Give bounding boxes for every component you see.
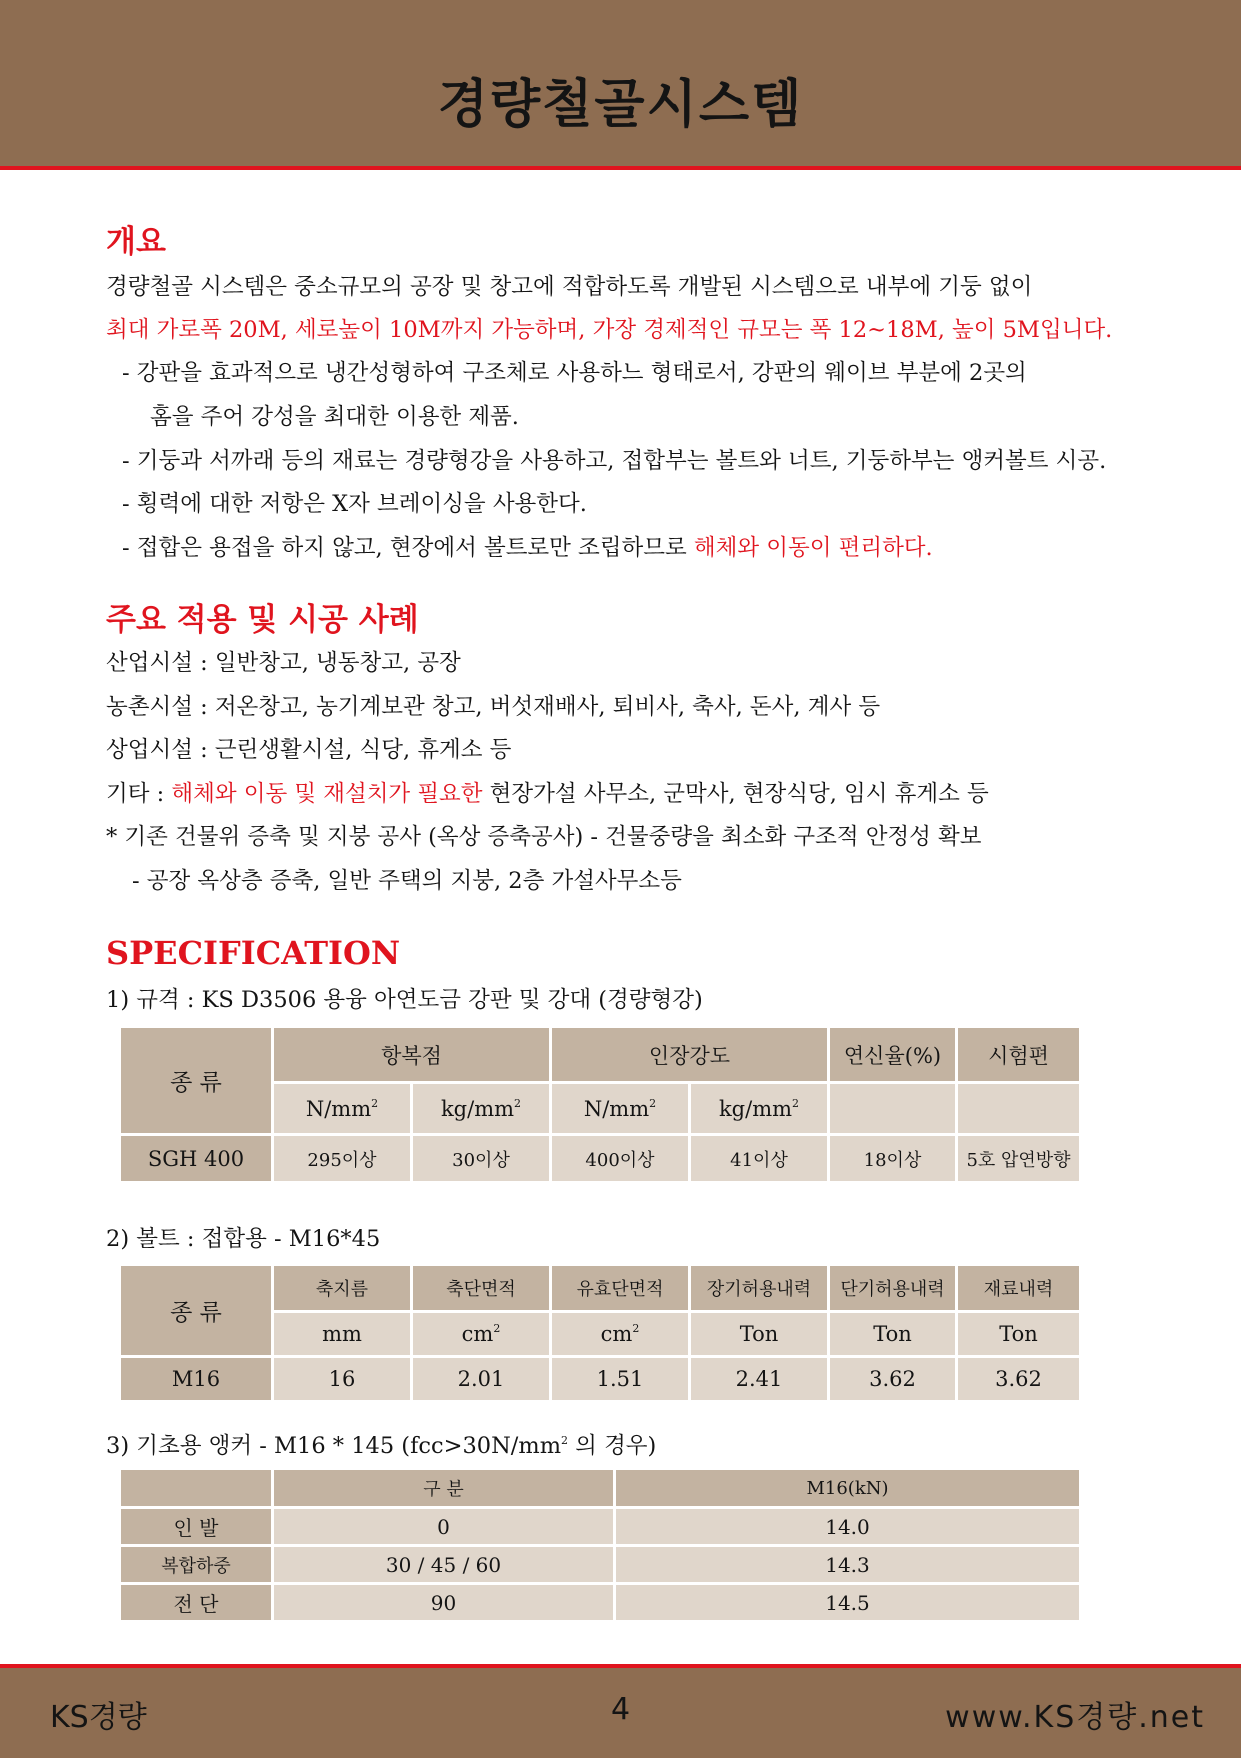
t3-div-cell: 90 [273,1584,615,1622]
t2-unit-cm-text: cm [600,1322,633,1346]
t3-div-cell: 30 / 45 / 60 [273,1546,615,1584]
t3-row-label: 복합하중 [120,1546,273,1584]
t2-cell: 3.62 [957,1357,1081,1402]
spec-3-title-post: 의 경우) [568,1433,657,1459]
t2-unit-cm [551,1312,690,1357]
t1-row-label: SGH 400 [120,1135,273,1183]
t2-cell: 1.51 [551,1357,690,1402]
t1-cell: 18이상 [829,1135,957,1183]
t2-header: 장기허용내력 [690,1265,829,1312]
t3-val-cell: 14.3 [615,1546,1081,1584]
spec-3-title-pre: 3) 기초용 앵커 - M16 * 145 (fcc>30N/mm [106,1433,562,1459]
t1-cell: 30이상 [412,1135,551,1183]
t3-div-cell: 0 [273,1508,615,1546]
bolt-spec-table [118,1263,1082,1403]
t1-unit-yield-n [273,1083,412,1135]
usage-note: * 기존 건물위 증축 및 지붕 공사 (옥상 증축공사) - 건물중량을 최소화 구조적 안정성 확보 [106,824,982,850]
page-title: 경량철골시스템 [437,75,804,135]
t3-div-header: 구 분 [273,1469,615,1508]
overview-bullet-1b: 홈을 주어 강성을 최대한 이용한 제품. [150,404,519,430]
t1-unit-tensile-kg-text: kg/mm [718,1096,793,1121]
t1-unit-yield-n-text: N/mm [305,1096,372,1121]
usage-rural: 농촌시설 : 저온창고, 농기계보관 창고, 버섯재배사, 퇴비사, 축사, 돈사, 계사 등 [106,694,881,720]
t2-kind-header: 종 류 [120,1265,273,1357]
usage-industrial: 산업시설 : 일반창고, 냉동창고, 공장 [106,650,461,676]
t1-tensile-header: 인장강도 [551,1027,829,1083]
t1-unit-tensile-n-text: N/mm [583,1096,650,1121]
overview-bullet-4-highlight: 해체와 이동이 편리하다. [693,535,933,561]
t2-row-label: M16 [120,1357,273,1402]
spec-1-title: 1) 규격 : KS D3506 용융 아연도금 강판 및 강대 (경량형강) [106,987,703,1013]
overview-heading: 개요 [106,224,166,260]
t1-unit-yield-n-sq: 2 [371,1096,379,1110]
overview-line-2: 최대 가로폭 20M, 세로높이 10M까지 가능하며, 가장 경제적인 규모는 폭 12~18M, 높이 5M입니다. [106,317,1113,343]
t1-unit-tensile-n-sq: 2 [649,1096,657,1110]
t2-header: 유효단면적 [551,1265,690,1312]
t1-unit-yield-kg-text: kg/mm [440,1096,515,1121]
t1-cell: 295이상 [273,1135,412,1183]
t1-kind-header: 종 류 [120,1027,273,1135]
t1-unit-elong-empty [829,1083,957,1135]
t2-unit-cm-sq: 2 [632,1322,640,1335]
t1-specimen-header: 시험편 [957,1027,1081,1083]
t2-cell: 2.41 [690,1357,829,1402]
t2-cell: 16 [273,1357,412,1402]
t2-unit-cm-sq: 2 [493,1322,501,1335]
t1-unit-yield-kg-sq: 2 [514,1096,522,1110]
spec-2-title: 2) 볼트 : 접합용 - M16*45 [106,1226,381,1252]
t3-row-label: 인 발 [120,1508,273,1546]
t2-unit: mm [273,1312,412,1357]
t2-cell: 2.01 [412,1357,551,1402]
t1-yield-header: 항복점 [273,1027,551,1083]
page-number: 4 [610,1692,631,1727]
t1-unit-yield-kg [412,1083,551,1135]
t2-header: 단기허용내력 [829,1265,957,1312]
overview-bullet-2: - 기둥과 서까래 등의 재료는 경량형강을 사용하고, 접합부는 볼트와 너트, 기둥하부는 앵커볼트 시공. [122,448,1107,474]
spec-heading: SPECIFICATION [106,934,401,972]
t2-unit-cm-text: cm [461,1322,494,1346]
t3-row-label: 전 단 [120,1584,273,1622]
t2-unit: Ton [829,1312,957,1357]
t3-val-header: M16(kN) [615,1469,1081,1508]
footer-brand: KS경량 [50,1700,147,1735]
overview-line-1: 경량철골 시스템은 중소규모의 공장 및 창고에 적합하도록 개발된 시스템으로 내부에 기둥 없이 [106,274,1033,300]
t3-corner-empty [120,1469,273,1508]
t2-unit: Ton [690,1312,829,1357]
t1-unit-tensile-kg-sq: 2 [792,1096,800,1110]
t1-cell: 5호 압연방향 [957,1135,1081,1183]
usage-other-prefix: 기타 : [106,781,172,807]
usage-commercial: 상업시설 : 근린생활시설, 식당, 휴게소 등 [106,737,512,763]
spec-3-title-sq: 2 [561,1434,569,1447]
anchor-spec-table [118,1467,1082,1623]
t1-cell: 41이상 [690,1135,829,1183]
t3-val-cell: 14.5 [615,1584,1081,1622]
overview-bullet-4 [122,533,933,563]
t2-header: 재료내력 [957,1265,1081,1312]
t1-elong-header: 연신율(%) [829,1027,957,1083]
t1-unit-specimen-empty [957,1083,1081,1135]
t2-unit: Ton [957,1312,1081,1357]
t1-cell: 400이상 [551,1135,690,1183]
spec-3-title [106,1431,656,1461]
usage-other [106,779,989,809]
usage-note-sub: - 공장 옥상층 증축, 일반 주택의 지붕, 2층 가설사무소등 [132,868,682,894]
footer-website: www.KS경량.net [945,1700,1205,1735]
usage-other-highlight: 해체와 이동 및 재설치가 필요한 [171,781,483,807]
t3-val-cell: 14.0 [615,1508,1081,1546]
usage-other-suffix: 현장가설 사무소, 군막사, 현장식당, 임시 휴게소 등 [482,781,989,807]
overview-bullet-3: - 횡력에 대한 저항은 X자 브레이싱을 사용한다. [122,491,587,517]
t1-unit-tensile-kg [690,1083,829,1135]
usage-heading: 주요 적용 및 시공 사례 [106,602,419,638]
steel-spec-table [118,1025,1082,1184]
t2-cell: 3.62 [829,1357,957,1402]
t2-unit-cm [412,1312,551,1357]
t1-unit-tensile-n [551,1083,690,1135]
t2-header: 축지름 [273,1265,412,1312]
overview-bullet-1a: - 강판을 효과적으로 냉간성형하여 구조체로 사용하느 형태로서, 강판의 웨이브 부분에 2곳의 [122,360,1027,386]
overview-bullet-4-text: - 접합은 용접을 하지 않고, 현장에서 볼트로만 조립하므로 [122,535,694,561]
t2-header: 축단면적 [412,1265,551,1312]
